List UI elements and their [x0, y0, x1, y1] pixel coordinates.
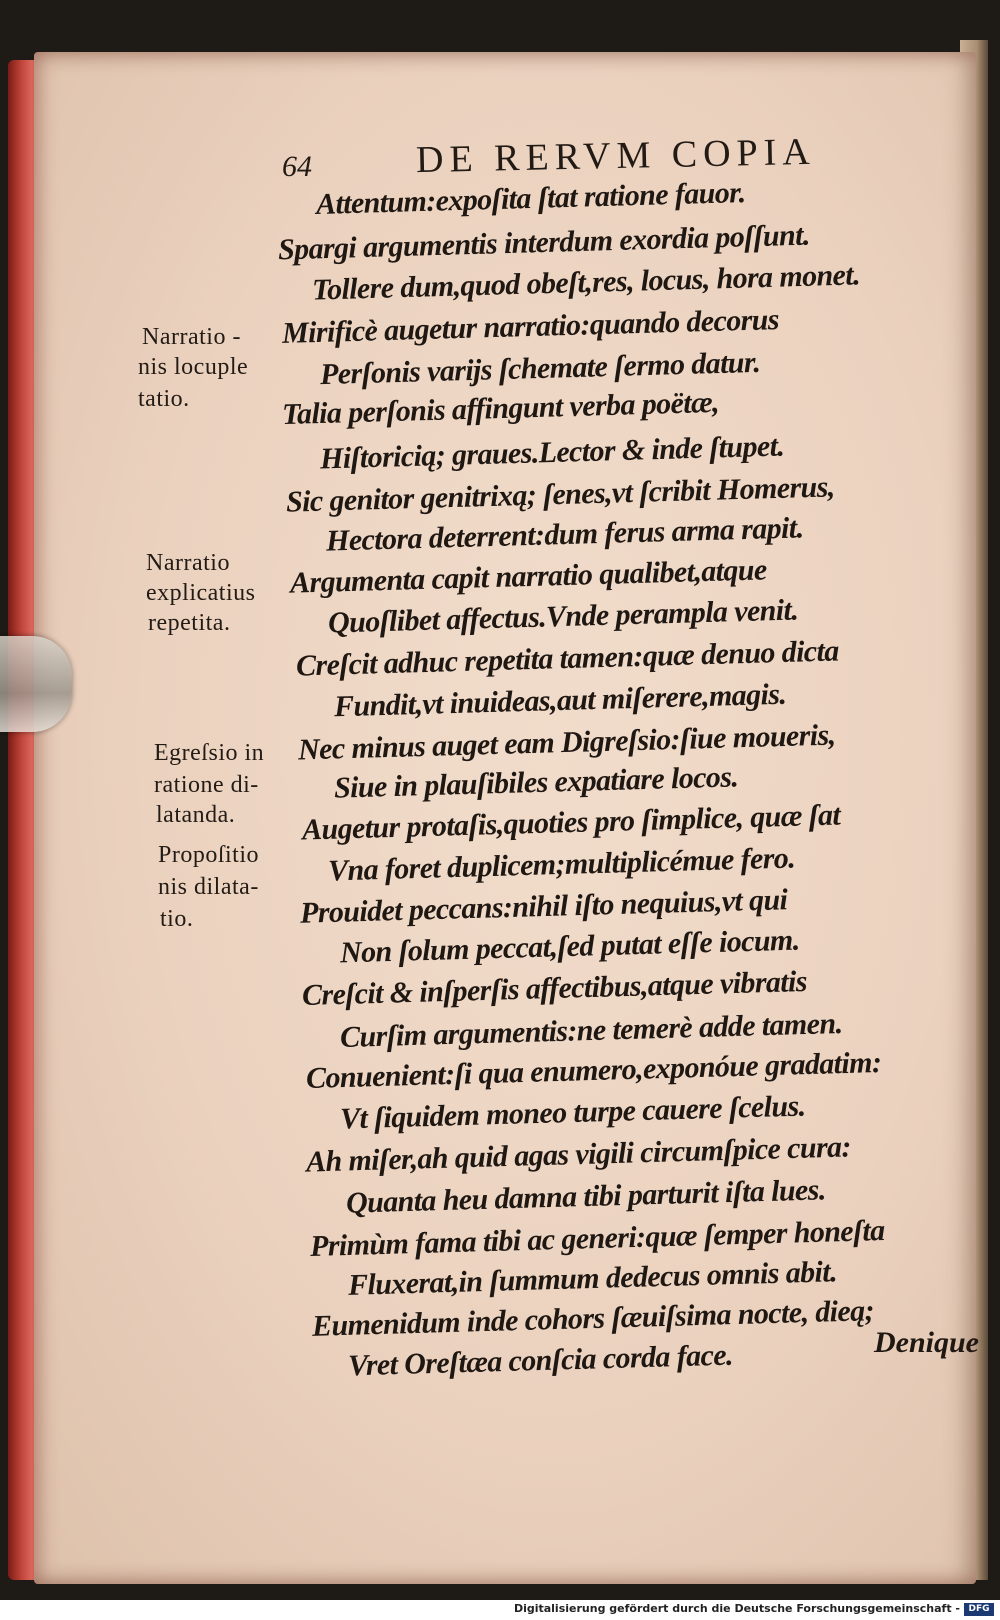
verse-line: Conuenient:ſi qua enumero,exponóue gradatim:: [305, 1045, 882, 1096]
clasp-icon: [0, 636, 72, 732]
footer-credit: Digitalisierung gefördert durch die Deutsche Forschungsgemeinschaft -: [513, 1602, 960, 1615]
verse-line: Vna foret duplicem;multiplicémue fero.: [327, 841, 796, 888]
dfg-logo: DFG: [964, 1603, 994, 1616]
verse-line: Sic genitor genitrixą; ſenes,vt ſcribit Homerus,: [285, 470, 836, 519]
verse-line: Nec minus auget eam Digreſsio:ſiue moueris,: [297, 718, 836, 767]
verse-line: Quanta heu damna tibi parturit iſta lues.: [345, 1173, 827, 1220]
verse-line: Augetur protaſis,quoties pro ſimplice, quæ ſat: [301, 798, 841, 847]
page-number: 64: [282, 150, 312, 183]
verse-line: Prouidet peccans:nihil iſto nequius,vt qui: [299, 883, 788, 930]
verse-line: Spargi argumentis interdum exordia poſſunt.: [277, 218, 811, 267]
verse-line: Creſcit & inſperſis affectibus,atque vibratis: [301, 964, 808, 1013]
marginal-note: nis locuple: [138, 354, 249, 380]
footer: [0, 1600, 1000, 1620]
book-title: DE RERVM COPIA: [415, 130, 817, 182]
verse-line: Creſcit adhuc repetita tamen:quæ denuo dicta: [295, 634, 840, 683]
verse-line: Eumenidum inde cohors ſæuiſsima nocte, dieą;: [311, 1294, 875, 1343]
marginal-note: repetita.: [148, 610, 231, 636]
running-head: [0, 120, 1000, 183]
verse-line: Ah miſer,ah quid agas vigili circumſpice cura:: [305, 1130, 852, 1179]
marginal-note: latanda.: [156, 802, 236, 828]
verse-line: Mirificè augetur narratio:quando decorus: [281, 303, 780, 350]
verse-line: Siue in plauſibiles expatiare locos.: [333, 760, 739, 805]
verse-line: Non ſolum peccat,ſed putat eſſe iocum.: [339, 923, 800, 970]
marginal-note: Narratio -: [142, 324, 241, 350]
verse-line: Primùm fama tibi ac generi:quæ ſemper honeſta: [309, 1213, 885, 1264]
marginal-note: explicatius: [146, 580, 256, 606]
verse-line: Hectora deterrent:dum ferus arma rapit.: [325, 511, 804, 558]
verse-line: Vret Oreſtæa conſcia corda face.: [347, 1338, 734, 1383]
verse-line: Fundit,vt inuideas,aut miſerere,magis.: [333, 677, 787, 724]
marginal-note: ratione di-: [154, 772, 259, 798]
verse-line: Attentum:expoſita ſtat ratione fauor.: [315, 176, 746, 221]
verse-line: Argumenta capit narratio qualibet,atque: [289, 553, 768, 600]
marginal-note: tatio.: [138, 386, 190, 412]
catchword: Denique: [874, 1326, 979, 1359]
verse-line: Vt ſiquidem moneo turpe cauere ſcelus.: [339, 1089, 806, 1136]
verse-line: Curſim argumentis:ne temerè adde tamen.: [339, 1006, 843, 1055]
marginal-note: tio.: [160, 906, 194, 932]
marginal-note: Propoſitio: [158, 842, 260, 868]
marginal-note: Narratio: [146, 550, 230, 576]
verse-line: Tollere dum,quod obeſt,res, locus, hora monet.: [311, 258, 861, 307]
verse-line: Fluxerat,in ſummum dedecus omnis abit.: [347, 1255, 838, 1302]
marginal-note: nis dilata-: [158, 874, 259, 900]
verse-line: Quoſlibet affectus.Vnde perampla venit.: [327, 593, 799, 640]
marginal-note: Egreſsio in: [154, 740, 265, 766]
verse-line: Perſonis varijs ſchemate ſermo datur.: [319, 345, 761, 392]
verse-line: Hiſtoricią; graues.Lector & inde ſtupet.: [319, 429, 785, 476]
verse-line: Talia perſonis affingunt verba poëtæ,: [281, 385, 720, 432]
